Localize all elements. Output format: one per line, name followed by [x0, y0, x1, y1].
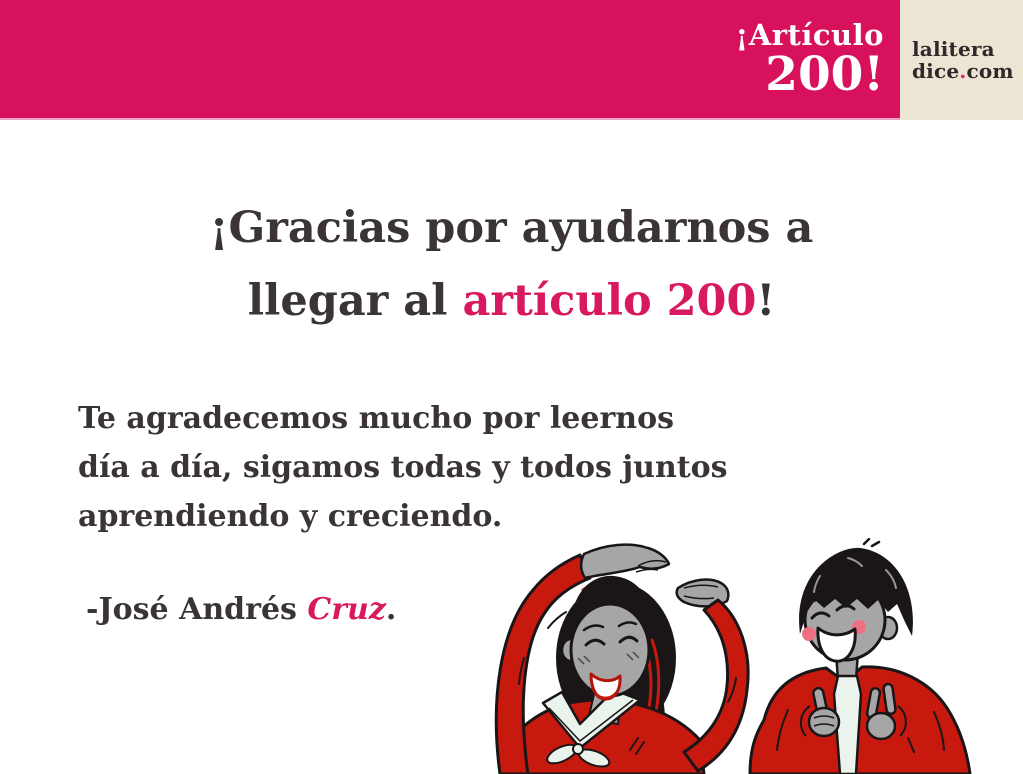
header-bar: [0, 0, 1023, 120]
badge-line1: ¡Artículo: [735, 18, 884, 53]
body-line-1: Te agradecemos mucho por leernos: [78, 401, 674, 436]
site-logo[interactable]: [900, 0, 1023, 120]
thank-you-message: [78, 394, 728, 541]
articulo-200-badge: [735, 0, 890, 118]
signature: -José Andrés Cruz.: [86, 592, 397, 627]
logo-line2: dice.com: [912, 59, 1014, 83]
body-line-2: día a día, sigamos todas y todos juntos: [78, 450, 728, 485]
heading-highlight: artículo 200: [462, 276, 757, 326]
heading-line2: llegar al artículo 200!: [247, 276, 776, 326]
body-line-3: aprendiendo y creciendo.: [78, 499, 503, 534]
page-title: [0, 192, 1023, 338]
boy-thumbs-up-illustration: [750, 539, 970, 774]
badge-line2: 200!: [765, 46, 884, 102]
signature-name: Cruz: [307, 592, 386, 627]
heading-line1: ¡Gracias por ayudarnos a: [209, 203, 814, 253]
logo-dot: .: [959, 59, 967, 83]
students-celebration-illustration: [488, 538, 1023, 774]
girl-heart-arms-illustration: [496, 545, 748, 774]
logo-line1: lalitera: [912, 37, 995, 61]
